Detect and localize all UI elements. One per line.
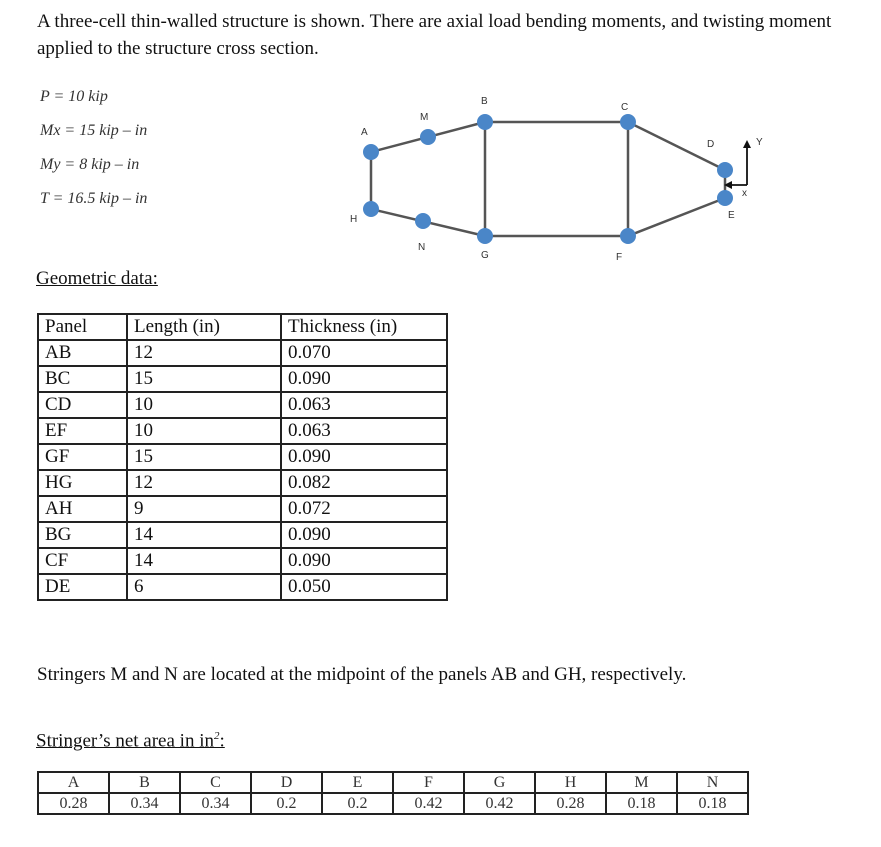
stringer-area-cell: 0.2 <box>251 793 322 814</box>
given-loads <box>40 80 147 216</box>
cell-length: 15 <box>127 444 281 470</box>
label-e: E <box>728 210 735 221</box>
stringer-area-cell: 0.2 <box>322 793 393 814</box>
cell-thickness: 0.063 <box>281 418 447 444</box>
stringer-header-cell: A <box>38 772 109 793</box>
cell-thickness: 0.090 <box>281 366 447 392</box>
stringer-header-cell: N <box>677 772 748 793</box>
geometric-data-title: Geometric data: <box>36 268 158 289</box>
problem-statement: A three-cell thin-walled structure is shown. There are axial load bending moments, and twisting moment applied to the structure cross section. <box>37 11 832 59</box>
label-b: B <box>481 96 488 107</box>
cell-length: 9 <box>127 496 281 522</box>
cell-thickness: 0.063 <box>281 392 447 418</box>
stringer-area-cell: 0.34 <box>109 793 180 814</box>
cell-panel: AB <box>38 340 127 366</box>
cell-panel: EF <box>38 418 127 444</box>
cell-panel: BC <box>38 366 127 392</box>
axis-y-label: Y <box>756 137 763 148</box>
moment-y: My = 8 kip – in <box>40 156 140 173</box>
cell-thickness: 0.090 <box>281 444 447 470</box>
label-n: N <box>418 242 426 253</box>
label-h: H <box>350 214 358 225</box>
stringer-area-cell: 0.42 <box>393 793 464 814</box>
header-length: Length (in) <box>127 314 281 340</box>
stringer-area-cell: 0.42 <box>464 793 535 814</box>
stringer-area-cell: 0.18 <box>606 793 677 814</box>
table-row <box>38 793 748 814</box>
cell-length: 12 <box>127 470 281 496</box>
table-row <box>38 340 447 366</box>
cell-panel: GF <box>38 444 127 470</box>
geometric-data-table <box>37 313 448 601</box>
cell-panel: DE <box>38 574 127 600</box>
stringer-area-title: Stringer’s net area in $in^2$: <box>36 730 225 752</box>
cell-thickness: 0.090 <box>281 522 447 548</box>
table-row <box>38 418 447 444</box>
stringer-area-cell: 0.28 <box>535 793 606 814</box>
cell-thickness: 0.072 <box>281 496 447 522</box>
table-row <box>38 548 447 574</box>
table-row <box>38 574 447 600</box>
cell-length: 10 <box>127 418 281 444</box>
stringer-header-cell: H <box>535 772 606 793</box>
stringer-note: Stringers M and N are located at the midpoint of the panels AB and GH, respectively. <box>37 664 687 685</box>
cell-length: 14 <box>127 522 281 548</box>
table-header-row <box>38 772 748 793</box>
cell-thickness: 0.090 <box>281 548 447 574</box>
stringer-c <box>620 114 636 130</box>
table-header-row <box>38 314 447 340</box>
label-c: C <box>621 102 629 113</box>
cell-length: 12 <box>127 340 281 366</box>
stringer-area-cell: 0.28 <box>38 793 109 814</box>
stringer-header-cell: C <box>180 772 251 793</box>
cell-panel: CF <box>38 548 127 574</box>
stringer-b <box>477 114 493 130</box>
stringer-g <box>477 228 493 244</box>
cell-length: 6 <box>127 574 281 600</box>
stringer-area-cell: 0.34 <box>180 793 251 814</box>
stringer-f <box>620 228 636 244</box>
stringers <box>363 114 733 244</box>
table-row <box>38 392 447 418</box>
stringer-header-cell: F <box>393 772 464 793</box>
cell-panel: BG <box>38 522 127 548</box>
moment-x: Mx = 15 kip – in <box>40 122 148 139</box>
header-thickness: Thickness (in) <box>281 314 447 340</box>
stringer-header-cell: D <box>251 772 322 793</box>
stringer-area-cell: 0.18 <box>677 793 748 814</box>
stringer-header-cell: E <box>322 772 393 793</box>
axial-load: P = 10 kip <box>40 88 108 105</box>
cell-thickness: 0.082 <box>281 470 447 496</box>
panel-ef <box>628 198 725 236</box>
table-row <box>38 366 447 392</box>
cell-panel: CD <box>38 392 127 418</box>
stringer-e <box>717 190 733 206</box>
cell-length: 14 <box>127 548 281 574</box>
cell-panel: HG <box>38 470 127 496</box>
cell-thickness: 0.050 <box>281 574 447 600</box>
stringer-d <box>717 162 733 178</box>
stringer-m <box>420 129 436 145</box>
stringer-h <box>363 201 379 217</box>
label-a: A <box>361 127 368 138</box>
label-g: G <box>481 250 489 261</box>
table-row <box>38 522 447 548</box>
axis-x-label: x <box>742 188 747 199</box>
table-row <box>38 444 447 470</box>
stringer-a <box>363 144 379 160</box>
cell-length: 15 <box>127 366 281 392</box>
stringer-header-cell: M <box>606 772 677 793</box>
cell-length: 10 <box>127 392 281 418</box>
stringer-header-cell: B <box>109 772 180 793</box>
stringer-header-cell: G <box>464 772 535 793</box>
label-f: F <box>616 252 623 263</box>
table-row <box>38 470 447 496</box>
cross-section-diagram <box>330 90 770 265</box>
cell-thickness: 0.070 <box>281 340 447 366</box>
label-d: D <box>707 139 715 150</box>
stringer-area-table <box>37 771 749 815</box>
table-row <box>38 496 447 522</box>
header-panel: Panel <box>38 314 127 340</box>
torque: T = 16.5 kip – in <box>40 190 148 207</box>
label-m: M <box>420 112 429 123</box>
stringer-n <box>415 213 431 229</box>
cell-panel: AH <box>38 496 127 522</box>
